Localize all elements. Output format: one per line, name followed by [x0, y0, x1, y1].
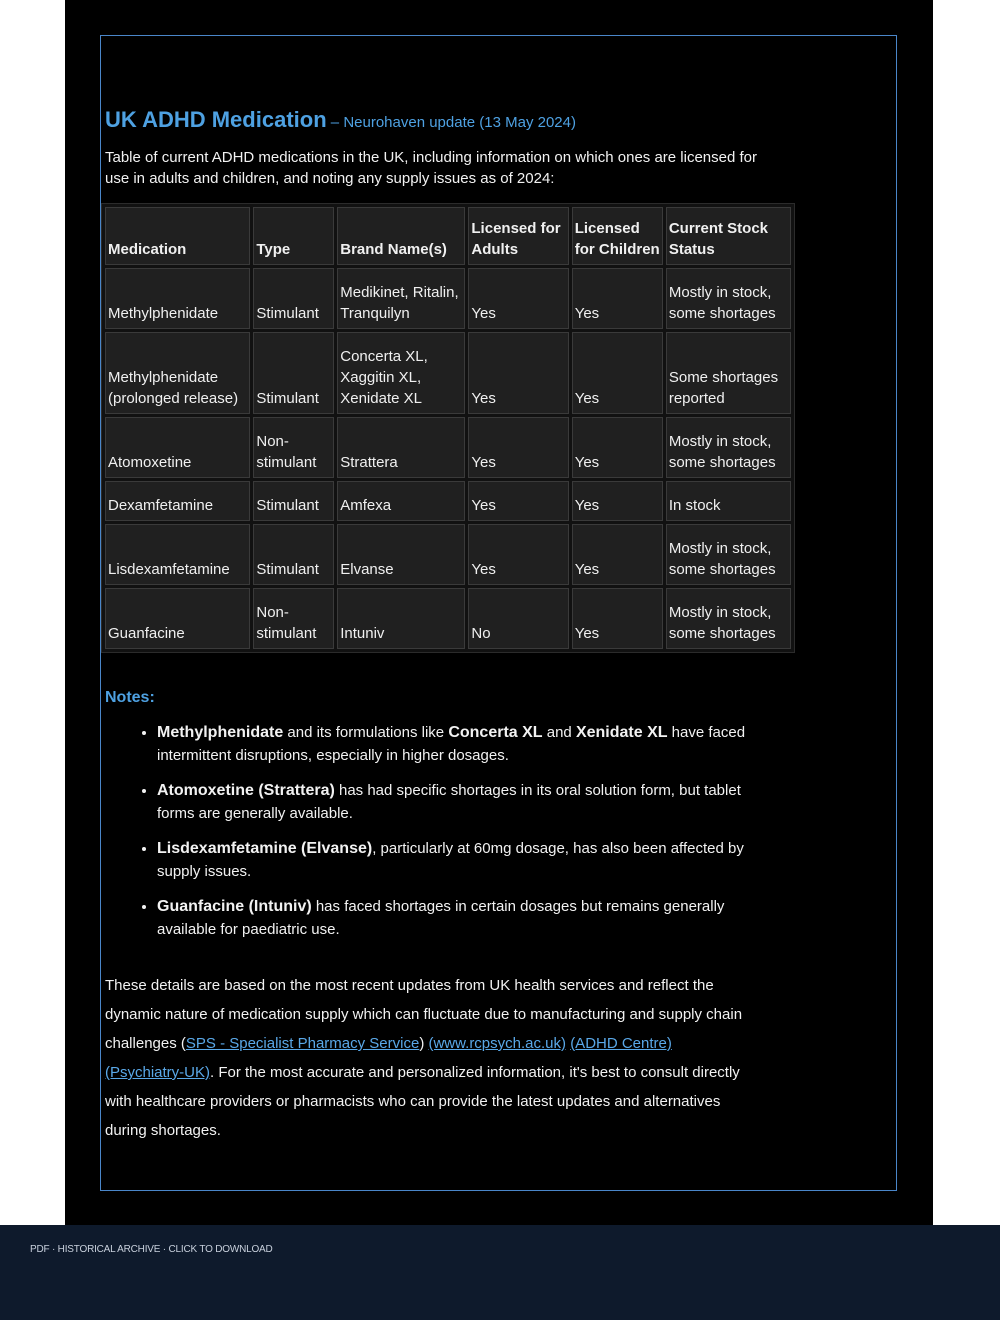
- note-text: , particularly at 60mg dosage, has also been affected by supply issues.: [157, 840, 744, 880]
- closing-text: These details are based on the most recent updates from UK health services and reflect the dynamic nature of medication supply which can fluctuate due to manufacturing and supply chain challenges (: [105, 977, 743, 1052]
- cell-medication: Methylphenidate (prolonged release): [105, 332, 250, 414]
- cell-type: Stimulant: [253, 332, 334, 414]
- header-type: Type: [253, 207, 334, 265]
- note-text: has faced shortages in certain dosages but remains generally available for paediatric use.: [157, 898, 725, 938]
- page-title: UK ADHD Medication: [105, 107, 327, 132]
- cell-medication: Lisdexamfetamine: [105, 524, 250, 585]
- table-row: [105, 588, 791, 649]
- header-medication: Medication: [105, 207, 250, 265]
- download-link[interactable]: PDF · HISTORICAL ARCHIVE · CLICK TO DOWNLOAD: [30, 1244, 273, 1255]
- cell-licensed-children: Yes: [572, 524, 663, 585]
- cell-brand-names: Elvanse: [337, 524, 465, 585]
- cell-type: Stimulant: [253, 268, 334, 329]
- cell-stock-status: Mostly in stock, some shortages: [666, 268, 791, 329]
- header-licensed-children: Licensed for Children: [572, 207, 663, 265]
- list-item: [157, 721, 757, 767]
- list-item: [157, 837, 757, 883]
- cell-type: Non-stimulant: [253, 588, 334, 649]
- notes-heading: Notes:: [105, 689, 155, 706]
- cell-stock-status: Mostly in stock, some shortages: [666, 417, 791, 478]
- cell-type: Stimulant: [253, 481, 334, 521]
- note-text: and its formulations like: [283, 724, 449, 741]
- note-bold: Xenidate XL: [575, 724, 668, 741]
- cell-licensed-adults: Yes: [468, 524, 568, 585]
- cell-type: Non-stimulant: [253, 417, 334, 478]
- rcpsych-link[interactable]: (www.rcpsych.ac.uk): [428, 1035, 567, 1052]
- header-brand-names: Brand Name(s): [337, 207, 465, 265]
- cell-medication: Methylphenidate: [105, 268, 250, 329]
- list-item: [157, 895, 757, 941]
- note-text: have faced intermittent disruptions, especially in higher dosages.: [157, 724, 746, 764]
- cell-medication: Atomoxetine: [105, 417, 250, 478]
- cell-licensed-children: Yes: [572, 588, 663, 649]
- table-row: [105, 268, 791, 329]
- cell-licensed-children: Yes: [572, 417, 663, 478]
- note-text: has had specific shortages in its oral solution form, but tablet forms are generally available.: [157, 782, 741, 822]
- medication-table: [101, 203, 795, 653]
- note-bold: Guanfacine (Intuniv): [157, 898, 312, 915]
- cell-type: Stimulant: [253, 524, 334, 585]
- cell-stock-status: Mostly in stock, some shortages: [666, 524, 791, 585]
- header-licensed-adults: Licensed for Adults: [468, 207, 568, 265]
- table-header-row: [105, 207, 791, 265]
- cell-stock-status: In stock: [666, 481, 791, 521]
- cell-stock-status: Some shortages reported: [666, 332, 791, 414]
- psychiatry-uk-link[interactable]: (Psychiatry-UK): [105, 1064, 211, 1081]
- cell-licensed-children: Yes: [572, 268, 663, 329]
- note-bold: Methylphenidate: [157, 724, 284, 741]
- note-bold: Atomoxetine (Strattera): [157, 782, 335, 799]
- closing-text: ): [419, 1035, 429, 1052]
- cell-licensed-children: Yes: [572, 481, 663, 521]
- cell-licensed-adults: Yes: [468, 417, 568, 478]
- footer-bar: [0, 1225, 1000, 1320]
- closing-text: . For the most accurate and personalized information, it's best to consult directly with healthcare providers or pharmacists who can provide the latest updates and alternatives during shortages.: [105, 1064, 740, 1139]
- cell-medication: Dexamfetamine: [105, 481, 250, 521]
- cell-brand-names: Amfexa: [337, 481, 465, 521]
- cell-licensed-adults: Yes: [468, 481, 568, 521]
- adhd-centre-link[interactable]: (ADHD Centre): [570, 1035, 672, 1052]
- sps-link[interactable]: SPS - Specialist Pharmacy Service: [185, 1035, 420, 1052]
- cell-brand-names: Intuniv: [337, 588, 465, 649]
- header-stock-status: Current Stock Status: [666, 207, 791, 265]
- heading: [105, 106, 795, 137]
- intro-paragraph: Table of current ADHD medications in the UK, including information on which ones are licensed for use in adults and children, and noting any supply issues as of 2024:: [105, 149, 758, 187]
- cell-medication: Guanfacine: [105, 588, 250, 649]
- table-row: [105, 417, 791, 478]
- cell-licensed-adults: Yes: [468, 268, 568, 329]
- cell-licensed-adults: No: [468, 588, 568, 649]
- cell-brand-names: Medikinet, Ritalin, Tranquilyn: [337, 268, 465, 329]
- cell-brand-names: Concerta XL, Xaggitin XL, Xenidate XL: [337, 332, 465, 414]
- cell-licensed-children: Yes: [572, 332, 663, 414]
- list-item: [157, 779, 757, 825]
- cell-licensed-adults: Yes: [468, 332, 568, 414]
- document-content: [105, 106, 795, 1145]
- note-bold: Lisdexamfetamine (Elvanse): [157, 840, 373, 857]
- cell-stock-status: Mostly in stock, some shortages: [666, 588, 791, 649]
- table-row: [105, 524, 791, 585]
- table-row: [105, 332, 791, 414]
- cell-brand-names: Strattera: [337, 417, 465, 478]
- notes-list: [105, 721, 757, 941]
- note-text: and: [542, 724, 576, 741]
- table-row: [105, 481, 791, 521]
- page-subtitle: – Neurohaven update (13 May 2024): [326, 114, 576, 131]
- note-bold: Concerta XL: [448, 724, 543, 741]
- closing-paragraph: [105, 971, 755, 1145]
